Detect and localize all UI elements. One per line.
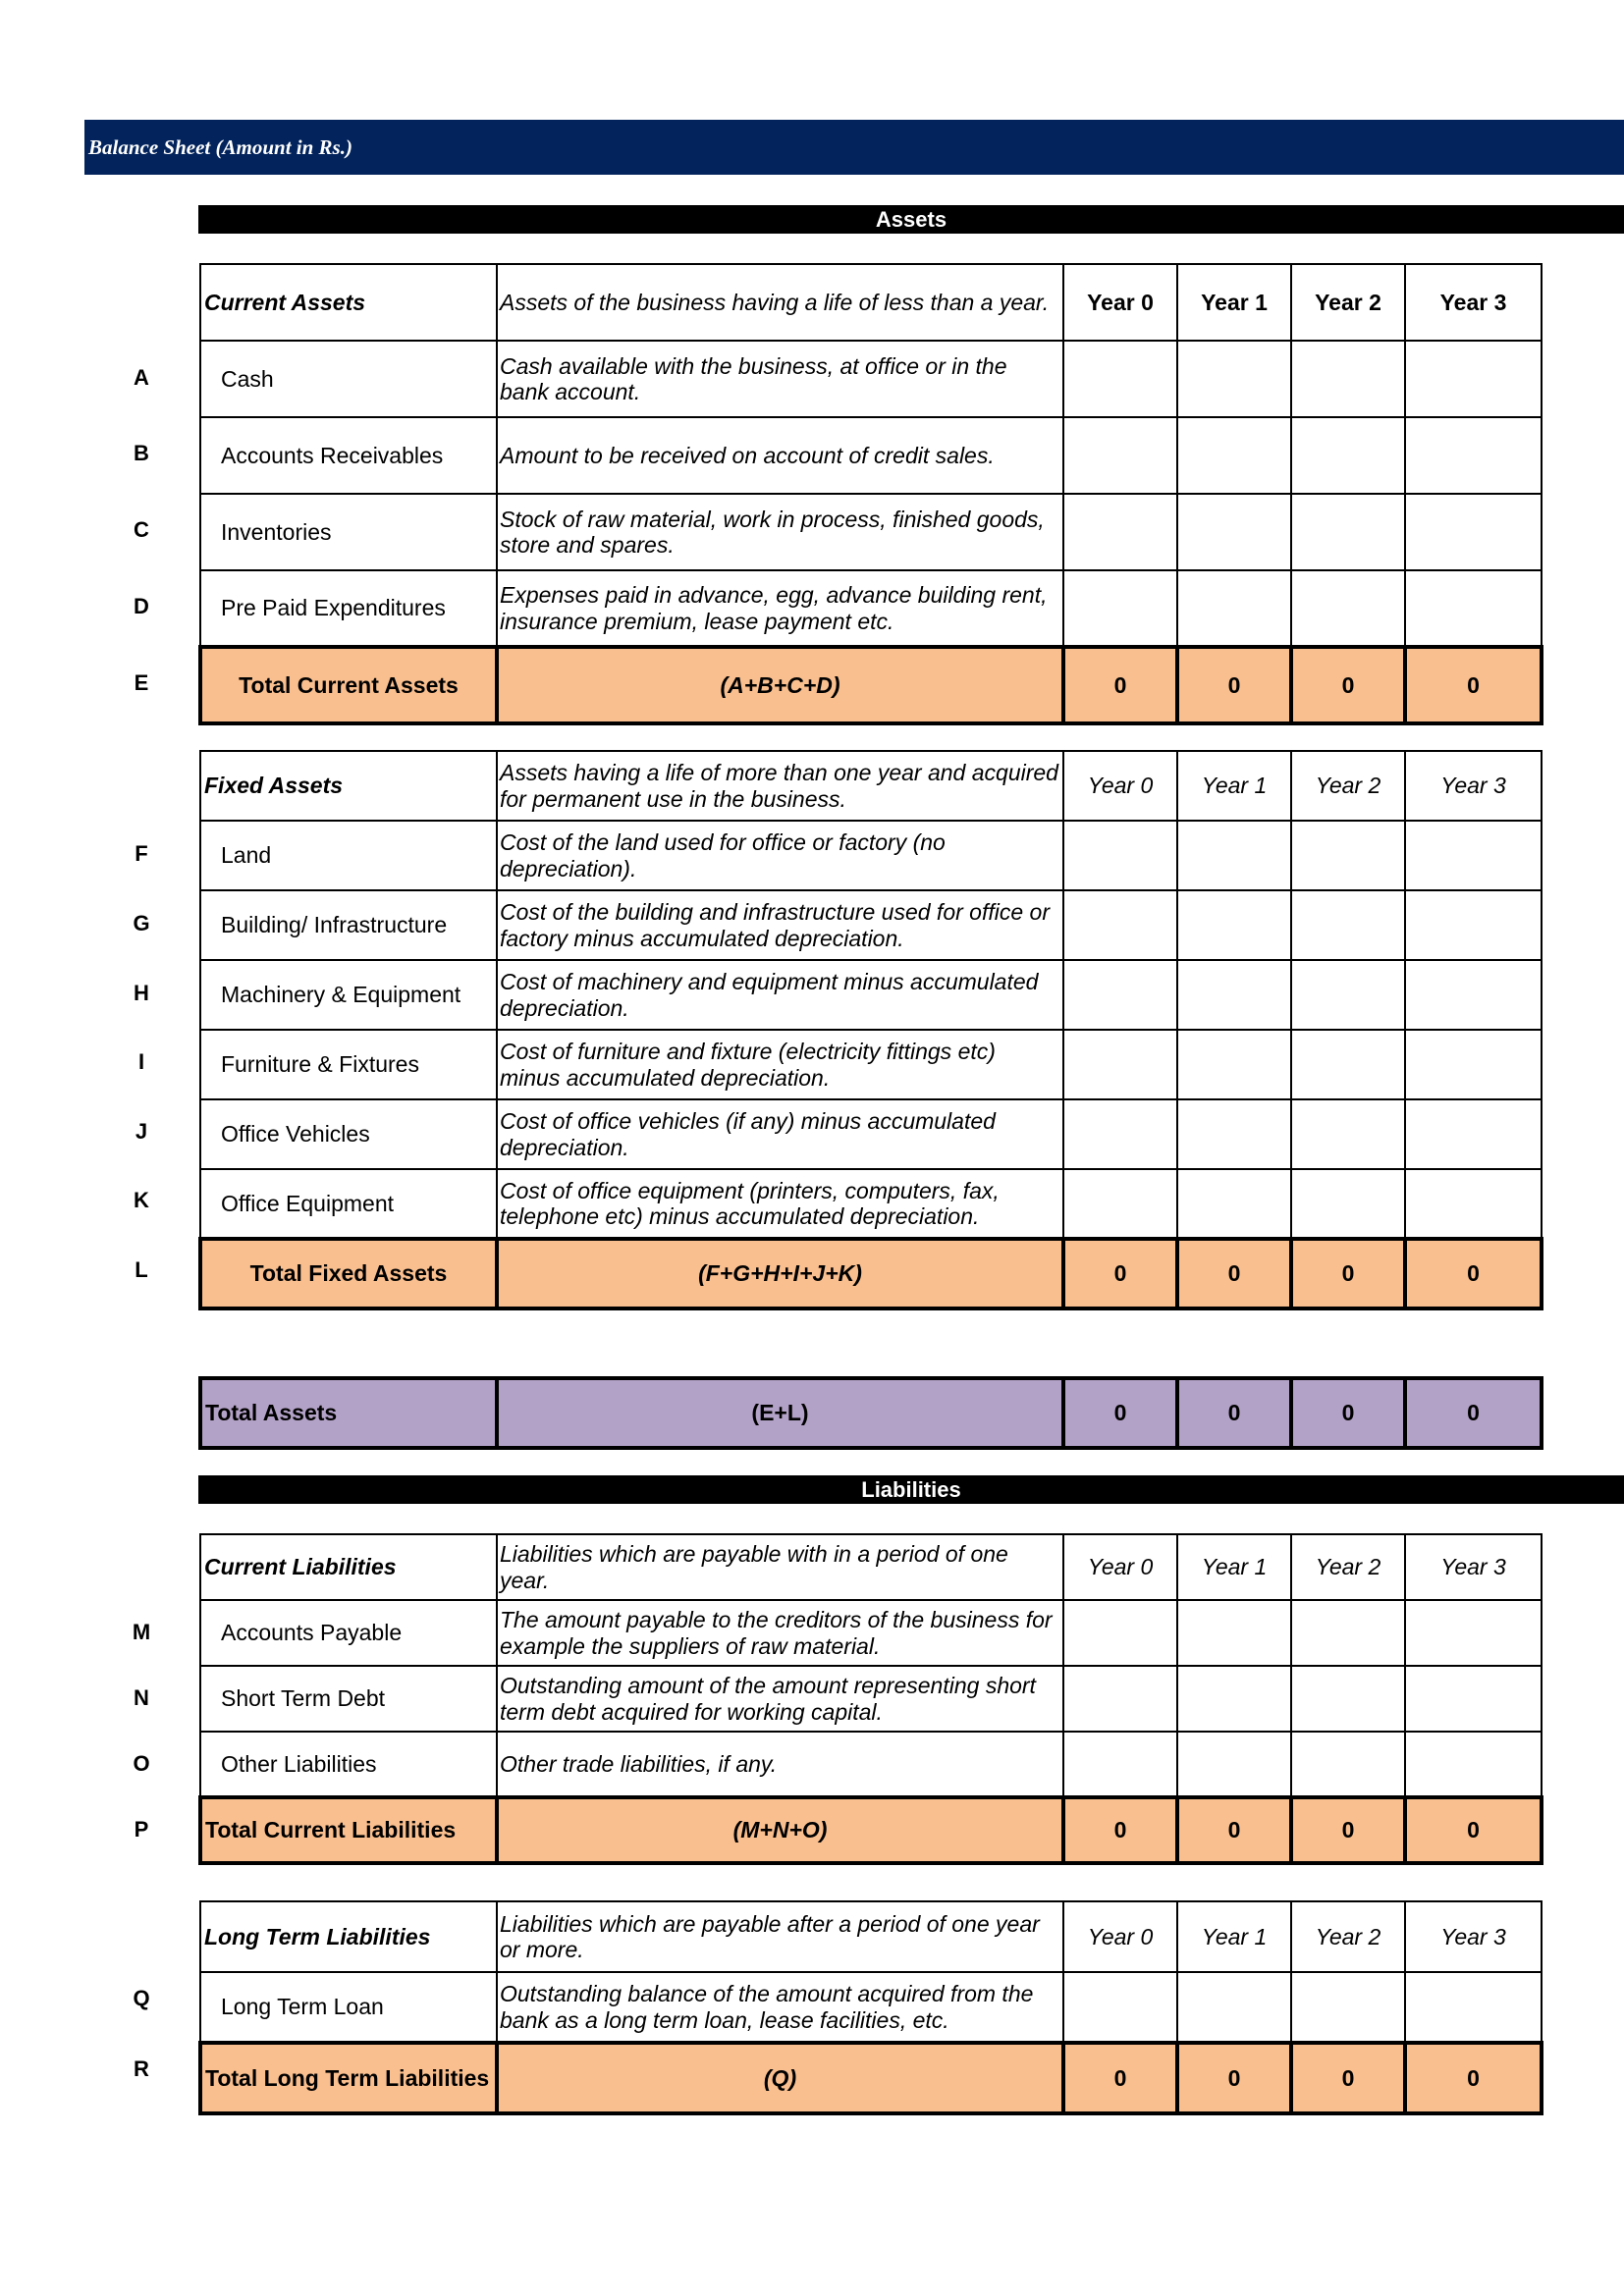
row-label: Building/ Infrastructure [200,890,497,960]
row-letter: N [134,1685,149,1710]
value-cell[interactable] [1405,1600,1542,1666]
total-row [200,2043,1542,2113]
total-value: 0 [1177,1378,1291,1448]
total-value: 0 [1177,1797,1291,1863]
value-cell[interactable] [1405,960,1542,1030]
table-row [200,417,1542,494]
year-header: Year 2 [1291,751,1405,821]
value-cell[interactable] [1177,1666,1291,1732]
value-cell[interactable] [1177,821,1291,890]
value-cell[interactable] [1063,341,1177,417]
row-letter: P [134,1817,149,1842]
value-cell[interactable] [1177,494,1291,570]
total-value: 0 [1177,1239,1291,1308]
row-description: Outstanding balance of the amount acquired from the bank as a long term loan, lease facilities, etc. [497,1972,1063,2043]
total-value: 0 [1291,1797,1405,1863]
value-cell[interactable] [1405,1099,1542,1169]
table-row [200,1030,1542,1099]
section-description: Liabilities which are payable with in a period of one year. [497,1534,1063,1600]
total-assets-table [198,1376,1543,1450]
total-value: 0 [1405,1239,1542,1308]
table-row [200,1600,1542,1666]
total-formula: (E+L) [497,1378,1063,1448]
value-cell[interactable] [1291,1732,1405,1797]
row-letter: A [134,365,149,390]
total-label: Total Long Term Liabilities [200,2043,497,2113]
value-cell[interactable] [1177,960,1291,1030]
section-description: Assets having a life of more than one year and acquired for permanent use in the business. [497,751,1063,821]
value-cell[interactable] [1291,494,1405,570]
row-letter: H [134,981,149,1005]
total-value: 0 [1291,1378,1405,1448]
total-value: 0 [1405,1378,1542,1448]
value-cell[interactable] [1177,1732,1291,1797]
section-heading: Fixed Assets [200,751,497,821]
row-description: Cost of furniture and fixture (electricity fittings etc) minus accumulated depreciation. [497,1030,1063,1099]
table-header-row [200,264,1542,341]
year-header: Year 3 [1405,751,1542,821]
total-row [200,1797,1542,1863]
section-heading: Current Liabilities [200,1534,497,1600]
year-header: Year 0 [1063,751,1177,821]
table-header-row [200,751,1542,821]
row-description: Cash available with the business, at office or in the bank account. [497,341,1063,417]
table-row [200,494,1542,570]
row-letter: D [134,594,149,618]
row-description: Cost of the building and infrastructure used for office or factory minus accumulated depreciation. [497,890,1063,960]
row-letter: F [135,841,148,866]
row-letter: K [134,1188,149,1212]
value-cell[interactable] [1063,1169,1177,1239]
year-header: Year 1 [1177,264,1291,341]
year-header: Year 1 [1177,1534,1291,1600]
value-cell[interactable] [1405,821,1542,890]
year-header: Year 3 [1405,1901,1542,1972]
total-value: 0 [1063,1797,1177,1863]
total-value: 0 [1063,647,1177,723]
row-label: Office Equipment [200,1169,497,1239]
row-description: Stock of raw material, work in process, finished goods, store and spares. [497,494,1063,570]
value-cell[interactable] [1177,341,1291,417]
long-term-liabilities-table [198,1900,1543,2115]
row-description: The amount payable to the creditors of the business for example the suppliers of raw material. [497,1600,1063,1666]
value-cell[interactable] [1177,1972,1291,2043]
value-cell[interactable] [1291,341,1405,417]
table-row [200,341,1542,417]
total-label: Total Current Liabilities [200,1797,497,1863]
total-value: 0 [1177,647,1291,723]
section-heading: Current Assets [200,264,497,341]
section-heading: Long Term Liabilities [200,1901,497,1972]
value-cell[interactable] [1291,1666,1405,1732]
value-cell[interactable] [1405,341,1542,417]
row-description: Cost of office vehicles (if any) minus accumulated depreciation. [497,1099,1063,1169]
assets-section-header: Assets [198,205,1624,234]
value-cell[interactable] [1291,1169,1405,1239]
table-row [200,890,1542,960]
value-cell[interactable] [1063,1972,1177,2043]
year-header: Year 1 [1177,1901,1291,1972]
value-cell[interactable] [1405,890,1542,960]
year-header: Year 3 [1405,1534,1542,1600]
table-header-row [200,1534,1542,1600]
value-cell[interactable] [1063,1666,1177,1732]
row-label: Accounts Receivables [200,417,497,494]
row-letter: R [134,2056,149,2081]
fixed-assets-table [198,750,1543,1310]
total-value: 0 [1405,2043,1542,2113]
value-cell[interactable] [1177,570,1291,647]
total-formula: (F+G+H+I+J+K) [497,1239,1063,1308]
row-description: Other trade liabilities, if any. [497,1732,1063,1797]
total-label: Total Assets [200,1378,497,1448]
year-header: Year 0 [1063,1901,1177,1972]
row-letter: Q [133,1986,150,2010]
page-title: Balance Sheet (Amount in Rs.) [84,120,1624,175]
year-header: Year 1 [1177,751,1291,821]
row-label: Machinery & Equipment [200,960,497,1030]
value-cell[interactable] [1177,1099,1291,1169]
row-label: Cash [200,341,497,417]
value-cell[interactable] [1291,960,1405,1030]
row-letter: E [134,670,149,695]
value-cell[interactable] [1063,960,1177,1030]
year-header: Year 0 [1063,264,1177,341]
value-cell[interactable] [1063,1732,1177,1797]
section-description: Assets of the business having a life of less than a year. [497,264,1063,341]
row-label: Office Vehicles [200,1099,497,1169]
value-cell[interactable] [1291,417,1405,494]
value-cell[interactable] [1405,1666,1542,1732]
total-value: 0 [1063,1378,1177,1448]
row-letter: B [134,441,149,465]
row-description: Cost of machinery and equipment minus accumulated depreciation. [497,960,1063,1030]
liabilities-section-header: Liabilities [198,1475,1624,1504]
total-value: 0 [1063,2043,1177,2113]
value-cell[interactable] [1291,1099,1405,1169]
row-letter: G [133,911,150,935]
table-row [200,1732,1542,1797]
year-header: Year 0 [1063,1534,1177,1600]
section-description: Liabilities which are payable after a period of one year or more. [497,1901,1063,1972]
value-cell[interactable] [1291,1600,1405,1666]
value-cell[interactable] [1291,1972,1405,2043]
value-cell[interactable] [1405,417,1542,494]
row-letter: O [133,1751,150,1776]
value-cell[interactable] [1405,570,1542,647]
table-row [200,1666,1542,1732]
value-cell[interactable] [1291,890,1405,960]
year-header: Year 2 [1291,1901,1405,1972]
value-cell[interactable] [1063,1099,1177,1169]
row-description: Cost of office equipment (printers, computers, fax, telephone etc) minus accumulated depreciation. [497,1169,1063,1239]
value-cell[interactable] [1063,821,1177,890]
row-description: Expenses paid in advance, egg, advance building rent, insurance premium, lease payment etc. [497,570,1063,647]
table-row [200,960,1542,1030]
value-cell[interactable] [1177,1600,1291,1666]
total-value: 0 [1177,2043,1291,2113]
value-cell[interactable] [1063,1030,1177,1099]
row-description: Outstanding amount of the amount representing short term debt acquired for working capital. [497,1666,1063,1732]
row-label: Pre Paid Expenditures [200,570,497,647]
row-label: Inventories [200,494,497,570]
value-cell[interactable] [1177,1030,1291,1099]
value-cell[interactable] [1405,1732,1542,1797]
value-cell[interactable] [1063,890,1177,960]
row-label: Other Liabilities [200,1732,497,1797]
value-cell[interactable] [1063,1600,1177,1666]
row-label: Furniture & Fixtures [200,1030,497,1099]
table-row [200,1169,1542,1239]
current-liabilities-table [198,1533,1543,1865]
table-row [200,570,1542,647]
total-formula: (A+B+C+D) [497,647,1063,723]
total-value: 0 [1291,647,1405,723]
table-row [200,1099,1542,1169]
total-value: 0 [1063,1239,1177,1308]
row-letter: L [135,1257,148,1282]
value-cell[interactable] [1177,417,1291,494]
total-value: 0 [1405,647,1542,723]
year-header: Year 2 [1291,264,1405,341]
table-row [200,821,1542,890]
year-header: Year 3 [1405,264,1542,341]
total-label: Total Current Assets [200,647,497,723]
value-cell[interactable] [1291,570,1405,647]
row-label: Short Term Debt [200,1666,497,1732]
total-label: Total Fixed Assets [200,1239,497,1308]
row-label: Land [200,821,497,890]
value-cell[interactable] [1405,1972,1542,2043]
row-description: Amount to be received on account of credit sales. [497,417,1063,494]
value-cell[interactable] [1063,570,1177,647]
table-row [200,1972,1542,2043]
total-formula: (Q) [497,2043,1063,2113]
row-letter: C [134,517,149,542]
row-letter: J [135,1119,148,1144]
current-assets-table [198,263,1543,725]
row-description: Cost of the land used for office or factory (no depreciation). [497,821,1063,890]
total-value: 0 [1405,1797,1542,1863]
value-cell[interactable] [1291,821,1405,890]
total-formula: (M+N+O) [497,1797,1063,1863]
total-row [200,647,1542,723]
value-cell[interactable] [1405,494,1542,570]
table-header-row [200,1901,1542,1972]
value-cell[interactable] [1063,417,1177,494]
total-value: 0 [1291,1239,1405,1308]
total-row [200,1239,1542,1308]
value-cell[interactable] [1405,1169,1542,1239]
value-cell[interactable] [1291,1030,1405,1099]
value-cell[interactable] [1063,494,1177,570]
row-label: Long Term Loan [200,1972,497,2043]
year-header: Year 2 [1291,1534,1405,1600]
value-cell[interactable] [1405,1030,1542,1099]
row-letter: M [132,1620,151,1644]
value-cell[interactable] [1177,890,1291,960]
value-cell[interactable] [1177,1169,1291,1239]
row-letter: I [137,1049,145,1074]
row-label: Accounts Payable [200,1600,497,1666]
total-value: 0 [1291,2043,1405,2113]
grand-total-row [200,1378,1542,1448]
